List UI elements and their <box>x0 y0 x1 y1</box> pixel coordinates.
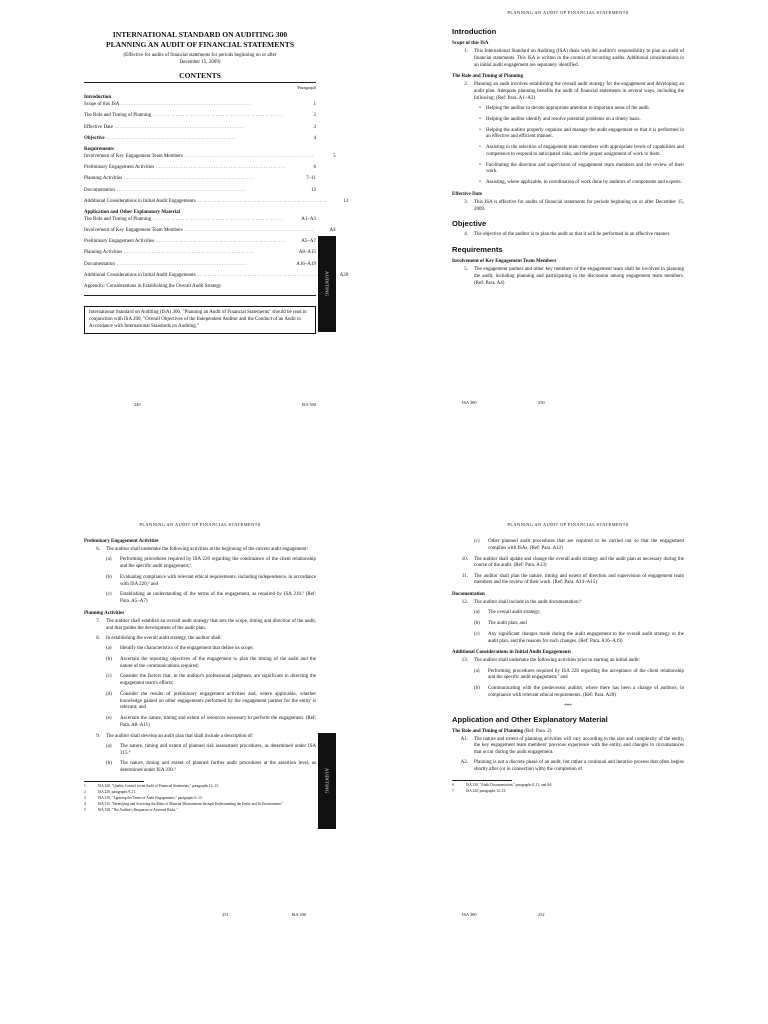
toc-entry-label: Planning Activities <box>84 176 123 182</box>
paragraph-number: 9. <box>96 733 100 739</box>
paragraph-12 <box>452 600 684 607</box>
toc-entry-label: The Role and Timing of Planning <box>84 216 152 222</box>
bullet-item <box>474 163 684 177</box>
footnote-text: ISA 230, "Audit Documentation," paragraphs 8–11, and A6. <box>466 782 553 787</box>
bullet-item <box>474 145 684 159</box>
toc-leader-dots <box>107 136 294 142</box>
item-letter: (d) <box>106 691 112 697</box>
planning-benefits-list <box>452 106 684 187</box>
toc-entry <box>84 250 316 256</box>
paragraph-11 <box>452 574 684 588</box>
paragraph-text: The nature and extent of planning activities will vary according to the size and complexity of the entity, the key engagement team members' previous experience with the entity, and changes in circumstances that occur during the audit engagement. <box>474 736 684 755</box>
isa-subtitle: PLANNING AN AUDIT OF FINANCIAL STATEMENTS <box>105 40 295 50</box>
paragraph-4 <box>452 232 684 239</box>
item-text: Consider the factors that, in the auditor's professional judgment, are significant in directing the engagement team's efforts; <box>120 674 316 686</box>
toc-leader-dots <box>198 199 327 205</box>
toc-leader-dots <box>198 273 327 279</box>
footnote <box>84 796 316 801</box>
documentation-heading: Documentation <box>452 592 485 597</box>
page-252 <box>452 522 684 917</box>
toc-entry <box>84 217 316 223</box>
footnote <box>452 789 684 794</box>
paragraph-text: This ISA is effective for audits of financial statements for periods beginning on or after December 15, 2009. <box>474 199 684 212</box>
paragraph-text: The auditor shall develop an audit plan that shall include a description of: <box>106 733 254 739</box>
paragraph-text: Planning is not a discrete phase of an audit, but rather a continual and iterative process that often begins shortly after (or in connection with) the completion of <box>474 760 684 772</box>
toc-entry-paragraph: A4 <box>329 228 336 234</box>
toc-entry <box>84 262 316 268</box>
bullet-item <box>474 128 684 142</box>
list-item <box>106 557 316 571</box>
toc-entry-paragraph: 5 <box>333 153 336 159</box>
list-item <box>474 610 684 617</box>
page-250 <box>452 10 684 405</box>
toc-entry-label: Preliminary Engagement Activities <box>84 239 155 245</box>
list-item <box>474 669 684 683</box>
item-letter: (c) <box>106 674 112 680</box>
item-letter: (a) <box>474 668 480 674</box>
list-item <box>106 657 316 671</box>
toc-entry-label: Appendix: Considerations in Establishing the Overall Audit Strategy <box>84 284 222 290</box>
effective-date-heading: Effective Date <box>452 191 483 197</box>
planning-activities-heading: Planning Activities <box>84 610 125 616</box>
toc-entry <box>84 188 316 194</box>
footnote-text: ISA 220, "Quality Control for an Audit of Financial Statements," paragraphs 12–13. <box>98 783 219 788</box>
item-letter: (c) <box>474 539 480 544</box>
paragraph-1 <box>452 49 684 69</box>
item-letter: (a) <box>474 610 480 616</box>
role-timing-title: The Role and Timing of Planning <box>452 728 524 734</box>
paragraph-13-items <box>452 669 684 700</box>
toc-leader-dots <box>156 165 294 171</box>
item-letter: (b) <box>474 621 480 626</box>
toc-entry <box>84 113 316 119</box>
footnote-number: 1 <box>84 783 86 788</box>
list-item <box>106 575 316 589</box>
bullet-icon: • <box>479 180 481 185</box>
isa-number: ISA 300 <box>462 400 477 405</box>
paragraph-number: 4. <box>464 232 468 238</box>
toc-entry-label: Effective Date <box>84 124 113 130</box>
bullet-text: Helping the auditor to devote appropriate attention to important areas of the audit. <box>486 106 650 111</box>
toc-leader-dots <box>117 262 294 268</box>
toc-leader-dots <box>115 125 294 131</box>
item-text: Ascertain the nature, timing and extent of resources necessary to perform the engagement. (Ref: Para. A8–A11) <box>120 716 316 728</box>
item-letter: (b) <box>106 656 112 662</box>
paragraph-text: In establishing the overall audit strategy, the auditor shall: <box>106 635 222 641</box>
bullet-text: Assisting in the selection of engagement team members with appropriate levels of capabilities and competence to respond to anticipated risks, and the proper assignment of work to them. <box>486 145 684 157</box>
paragraph-8 <box>84 636 316 643</box>
toc-entry-label: Documentation <box>84 187 115 193</box>
item-letter: (c) <box>474 631 480 637</box>
paragraph-8-items <box>84 646 316 730</box>
item-text: Consider the results of preliminary engagement activities and, where applicable, whether knowledge gained on other engagements performed by the engagement partner for the entity is relevant; and <box>120 691 316 711</box>
item-letter: (b) <box>106 574 112 580</box>
footnote <box>84 784 316 789</box>
paragraph-9c-continued <box>474 539 684 553</box>
footnotes <box>84 784 316 813</box>
toc-section-heading: Requirements <box>84 146 114 152</box>
page-number: 252 <box>538 912 545 917</box>
item-letter: (a) <box>106 646 112 651</box>
footnote <box>84 808 316 813</box>
paragraph-text: The auditor shall establish an overall audit strategy that sets the scope, timing and direction of the audit, and that guides the development of the audit plan. <box>106 618 316 631</box>
paragraph-12-items <box>452 610 684 645</box>
toc-entry <box>84 228 336 234</box>
paragraph-number: 5. <box>464 267 468 272</box>
introduction-heading: Introduction <box>452 27 497 36</box>
footnote-text: ISA 315, "Identifying and Assessing the Risks of Material Misstatement through Understanding the Entity and Its Environment." <box>98 802 284 807</box>
bullet-item <box>474 117 684 124</box>
paragraph-13 <box>452 658 684 665</box>
footnote-rule <box>84 781 144 782</box>
toc-entry-paragraph: A8–A15 <box>298 250 316 256</box>
paragraph-column-label: Paragraph <box>297 85 316 91</box>
contents-heading: CONTENTS <box>179 71 221 81</box>
toc-entry <box>84 272 349 279</box>
toc-end-rule <box>84 295 316 296</box>
paragraph-number: 2. <box>464 82 468 88</box>
footnote-text: ISA 220, paragraphs 12–13. <box>466 788 507 793</box>
footnote-rule <box>452 780 512 781</box>
toc-entry-paragraph: 6 <box>313 165 316 171</box>
toc-entry-paragraph: 12 <box>311 187 316 193</box>
page-249 <box>84 24 349 407</box>
item-text: Ascertain the reporting objectives of the engagement to plan the timing of the audit and the nature of the communications required; <box>120 656 316 669</box>
toc-entry <box>84 102 316 108</box>
toc-entry-label: Additional Considerations in Initial Audit Engagements <box>84 272 196 278</box>
paragraph-10 <box>452 557 684 571</box>
bullet-text: Helping the auditor identify and resolve potential problems on a timely basis. <box>486 116 641 122</box>
toc-leader-dots <box>153 217 294 223</box>
toc-entry-label: Involvement of Key Engagement Team Members <box>84 153 183 159</box>
paragraph-number: 10. <box>461 556 468 562</box>
toc-entry <box>84 165 316 171</box>
toc-entry-label: Involvement of Key Engagement Team Members <box>84 228 183 234</box>
toc-leader-dots <box>156 239 294 245</box>
toc-entry-label: Preliminary Engagement Activities <box>84 165 155 171</box>
paragraph-number: 13. <box>461 658 468 664</box>
list-item <box>474 632 684 646</box>
toc-entry <box>84 125 316 131</box>
toc-entry <box>84 284 316 290</box>
involvement-heading: Involvement of Key Engagement Team Members <box>452 259 557 264</box>
footnote <box>452 783 684 788</box>
footnotes <box>452 783 684 794</box>
item-text: The nature, timing and extent of planned further audit procedures at the assertion level, as determined under ISA 330.⁵ <box>120 761 316 773</box>
bullet-item <box>474 106 684 113</box>
toc-entry-paragraph: 2 <box>313 113 316 119</box>
list-item <box>474 621 684 628</box>
paragraph-number: A1. <box>460 736 468 742</box>
toc-section-heading: Introduction <box>84 95 112 101</box>
page-number: 251 <box>222 912 229 917</box>
bullet-text: Assisting, where applicable, in coordination of work done by auditors of components and experts. <box>486 180 682 185</box>
role-timing-heading: The Role and Timing of Planning <box>452 74 524 80</box>
item-text: The nature, timing and extent of planned risk assessment procedures, as determined under ISA 315.⁴ <box>120 743 316 756</box>
paragraph-number: 1. <box>464 49 468 54</box>
item-text: Performing procedures required by ISA 220 regarding the acceptance of the client relationship and the specific audit engagement;⁷ and <box>488 668 684 681</box>
running-head: PLANNING AN AUDIT OF FINANCIAL STATEMENTS <box>507 522 629 527</box>
toc-leader-dots <box>117 188 294 194</box>
bullet-icon: • <box>479 127 481 133</box>
footnote-text: ISA 220, paragraphs 9–11. <box>98 789 137 794</box>
paragraph-text: The engagement partner and other key members of the engagement team shall be involved in planning the audit, including planning and participating in the discussion among engagement team members. (Ref: Para. A4) <box>474 267 684 286</box>
toc-entry-paragraph: 4 <box>313 135 316 141</box>
isa-number: ISA 300 <box>301 402 316 407</box>
bullet-icon: • <box>479 106 481 111</box>
bullet-text: Helping the auditor properly organize and manage the audit engagement so that it is performed in an effective and efficient manner. <box>486 127 684 140</box>
objective-heading: Objective <box>452 219 487 229</box>
paragraph-number: 11. <box>461 573 468 579</box>
auditing-tab-label: AUDITING <box>324 768 330 794</box>
item-letter: (a) <box>106 557 112 563</box>
paragraph-9 <box>84 734 316 741</box>
page-number: 249 <box>134 402 141 407</box>
list-item <box>106 592 316 606</box>
toc-leader-dots <box>153 113 294 119</box>
paragraph-number: 3. <box>464 199 468 205</box>
running-head: PLANNING AN AUDIT OF FINANCIAL STATEMENTS <box>507 10 629 15</box>
toc-leader-dots <box>185 228 314 234</box>
toc-entry-paragraph: 7–11 <box>306 176 316 182</box>
toc-leader-dots <box>223 284 294 290</box>
toc-leader-dots <box>124 176 294 182</box>
footnote-number: 6 <box>452 782 454 787</box>
paragraph-text: The objective of the auditor is to plan the audit so that it will be performed in an effective manner. <box>474 232 671 238</box>
running-head: PLANNING AN AUDIT OF FINANCIAL STATEMENTS <box>139 522 261 527</box>
item-letter: (b) <box>106 761 112 767</box>
item-letter: (c) <box>106 592 112 598</box>
toc-entry-paragraph: A16–A19 <box>296 261 316 267</box>
effective-note: (Effective for audits of financial statements for periods beginning on or after December 15, 2009) <box>123 53 277 65</box>
list-item <box>106 646 316 653</box>
footnote-number: 4 <box>84 802 86 807</box>
toc-entry-label: Documentation <box>84 261 115 267</box>
toc-entry <box>84 198 349 205</box>
contents-rule <box>84 82 316 83</box>
auditing-side-tab <box>318 236 336 332</box>
item-text: Evaluating compliance with relevant ethical requirements, including independence, in accordance with ISA 220;² and <box>120 574 316 587</box>
requirements-heading: Requirements <box>452 245 503 254</box>
paragraph-6 <box>84 547 316 554</box>
auditing-tab-label: AUDITING <box>324 271 330 297</box>
toc-entry <box>84 136 316 142</box>
toc-entry <box>84 153 336 160</box>
toc-entry-label: Objective <box>84 135 105 141</box>
toc-leader-dots <box>185 154 314 160</box>
footnote-text: ISA 330, "The Auditor's Responses to Assessed Risks." <box>98 808 178 813</box>
item-text: Communicating with the predecessor auditor, where there has been a change of auditors, in compliance with relevant ethical requirements. (Ref: Para. A20) <box>488 686 684 698</box>
list-item <box>106 692 316 712</box>
item-text: Other planned audit procedures that are required to be carried out so that the engagement complies with ISAs. (Ref: Para. A12) <box>488 539 684 551</box>
bullet-text: Facilitating the direction and supervision of engagement team members and the review of their work. <box>486 162 684 175</box>
list-item <box>106 761 316 775</box>
role-timing-ref: (Ref: Para. 2) <box>524 728 552 734</box>
toc-entry <box>84 239 316 245</box>
toc-entry <box>84 176 316 182</box>
paragraph-text: The auditor shall plan the nature, timing and extent of direction and supervision of engagement team members and the review of their work. (Ref: Para. A14–A15) <box>474 573 684 586</box>
footnote-number: 5 <box>84 808 86 813</box>
footnote <box>84 802 316 807</box>
isa-title: INTERNATIONAL STANDARD ON AUDITING 300 <box>112 30 288 39</box>
list-item <box>106 716 316 730</box>
role-timing-heading <box>452 729 684 734</box>
toc-entry-paragraph: A20 <box>339 272 349 278</box>
bullet-icon: • <box>479 116 481 122</box>
list-item <box>106 674 316 688</box>
section-separator: *** <box>564 703 572 709</box>
paragraph-text: The auditor shall undertake the following activities prior to starting an initial audit: <box>474 658 641 664</box>
footnote-text: ISA 210, "Agreeing the Terms of Audit Engagements," paragraphs 9–13. <box>98 796 203 801</box>
toc-entry-paragraph <box>296 284 316 290</box>
paragraph-text: The auditor shall undertake the following activities at the beginning of the current audit engagement: <box>106 547 308 552</box>
list-item <box>106 744 316 758</box>
paragraph-text: The auditor shall update and change the overall audit strategy and the audit plan as necessary during the course of the audit. (Ref: Para. A13) <box>474 556 684 569</box>
isa-number: ISA 300 <box>462 912 477 917</box>
toc-entry-paragraph: 3 <box>313 124 316 130</box>
isa-reading-note-box: International Standard on Auditing (ISA) 300, "Planning an Audit of Financial Statements" should be read in conjunction with ISA 200, "Overall Objectives of the Independent Auditor and the Conduct of an Audit in Accordance with International Standards on Auditing." <box>84 306 316 334</box>
toc-entry-paragraph: 1 <box>313 102 316 108</box>
paragraph-number: A2. <box>460 760 468 766</box>
footnote-number: 3 <box>84 796 86 801</box>
preliminary-heading: Preliminary Engagement Activities <box>84 539 159 544</box>
paragraph-6-items <box>84 557 316 606</box>
item-text: Performing procedures required by ISA 220 regarding the continuance of the client relationship and the specific audit engagement;¹ <box>120 557 316 569</box>
page-number: 250 <box>538 400 545 405</box>
paragraph-2 <box>452 82 684 102</box>
item-text: The audit plan; and <box>488 621 527 626</box>
auditing-side-tab <box>318 733 336 829</box>
paragraph-number: 7. <box>96 618 100 624</box>
application-heading: Application and Other Explanatory Material <box>452 714 608 724</box>
item-letter: (a) <box>106 743 112 749</box>
paragraph-a2 <box>452 760 684 774</box>
toc-entry-paragraph: A1–A3 <box>301 216 316 222</box>
isa-number: ISA 300 <box>291 912 306 917</box>
paragraph-7 <box>84 619 316 633</box>
footnote-number: 2 <box>84 789 86 794</box>
toc-leader-dots <box>121 102 294 108</box>
bullet-icon: • <box>479 145 481 150</box>
toc-entry-paragraph: A5–A7 <box>301 239 316 245</box>
toc-leader-dots <box>124 250 294 256</box>
paragraph-text: This International Standard on Auditing (ISA) deals with the auditor's responsibility to plan an audit of financial statements. This ISA is written in the context of recurring audits. Additional considerations in an initial audit engagement are separately identified. <box>474 49 684 68</box>
bullet-item <box>474 180 684 187</box>
paragraph-3 <box>452 200 684 214</box>
paragraph-text: Planning an audit involves establishing the overall audit strategy for the engagement and developing an audit plan. Adequate planning benefits the audit of financial statements in several ways, including the following: (Ref: Para. A1–A3) <box>474 82 684 101</box>
footnote-number: 7 <box>452 788 454 793</box>
item-text: The overall audit strategy; <box>488 610 541 616</box>
toc-entry-label: Planning Activities <box>84 250 123 256</box>
toc-entry-paragraph: 13 <box>343 198 349 204</box>
paragraph-text: The auditor shall include in the audit documentation:⁶ <box>474 600 582 605</box>
paragraph-number: 8. <box>96 635 100 641</box>
toc-entry-label: Additional Considerations in Initial Audit Engagements <box>84 198 196 204</box>
bullet-icon: • <box>479 162 481 168</box>
paragraph-number: 6. <box>96 547 100 552</box>
list-item <box>474 686 684 700</box>
item-letter: (b) <box>474 686 480 691</box>
page-251 <box>84 522 316 917</box>
item-text: Establishing an understanding of the terms of the engagement, as required by ISA 210.³ (Ref: Para. A5–A7) <box>120 592 316 604</box>
paragraph-number: 12. <box>461 600 468 605</box>
toc-entry-label: The Role and Timing of Planning <box>84 113 152 119</box>
toc-entry-label: Scope of this ISA <box>84 102 120 108</box>
item-letter: (e) <box>106 716 112 721</box>
paragraph-a1 <box>452 737 684 757</box>
paragraph-5 <box>452 267 684 287</box>
initial-engagements-heading: Additional Considerations in Initial Audit Engagements <box>452 650 572 656</box>
toc-section-heading: Application and Other Explanatory Material <box>84 209 181 215</box>
paragraph-9-items <box>84 744 316 775</box>
item-text: Any significant changes made during the audit engagement to the overall audit strategy or the audit plan, and the reasons for such changes. (Ref: Para. A16–A19) <box>488 631 684 644</box>
scope-heading: Scope of this ISA <box>452 41 489 46</box>
footnote <box>84 790 316 795</box>
item-text: Identify the characteristics of the engagement that define its scope; <box>120 646 254 651</box>
